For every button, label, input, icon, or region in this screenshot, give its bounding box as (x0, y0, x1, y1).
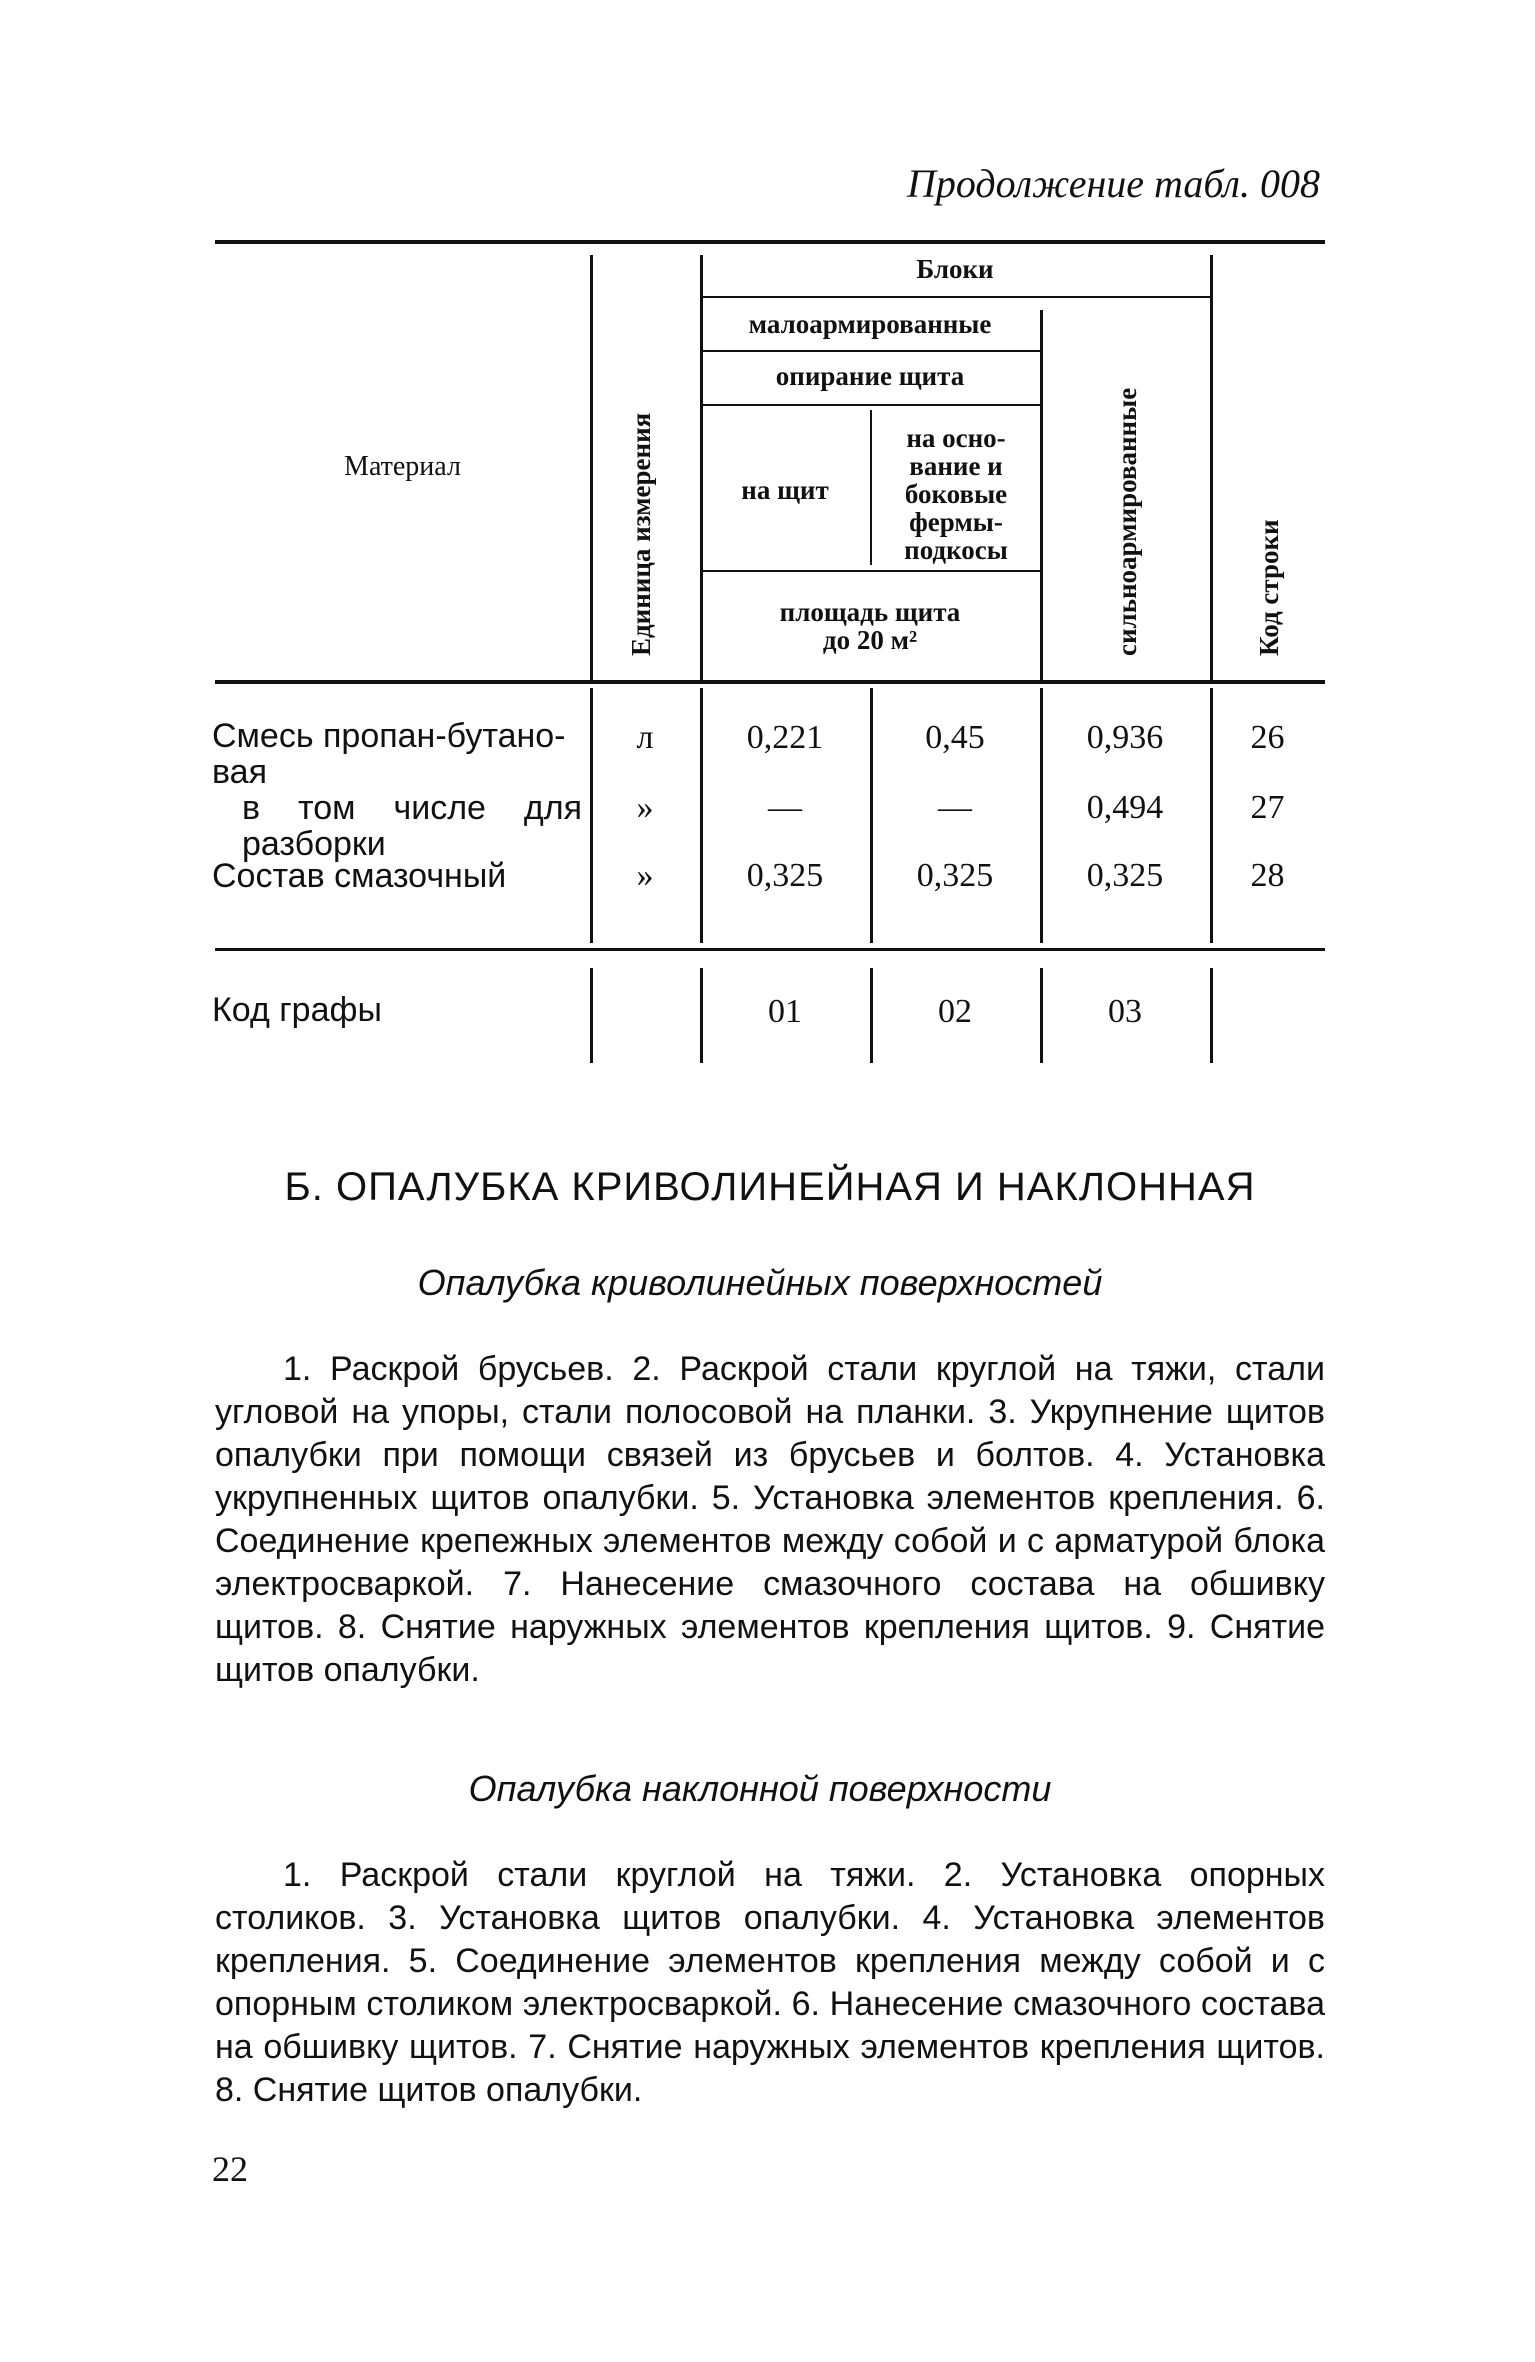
row-code: 28 (1250, 857, 1285, 894)
header-row-code: Код строки (1254, 519, 1284, 656)
vrule-4 (1040, 310, 1043, 680)
header-shield-area: площадь щита до 20 м² (779, 597, 961, 655)
cell-c01: — (768, 789, 802, 826)
cell-c03: 0,936 (1086, 719, 1164, 756)
paragraph-inclined: 1. Раскрой стали круглой на тяжи. 2. Установка опорных столиков. 3. Установка щитов опалубки. 4. Установка элементов крепления. 5. Соединение элементов крепления между собой и с опорным столиком электросваркой. 6. Нанесение смазочного состава на обшивку щитов. 7. Снятие наружных элементов крепления щитов. 8. Снятие щитов опалубки. (215, 1856, 1325, 2109)
row-code: 27 (1250, 789, 1285, 826)
cell-c01: 0,325 (746, 857, 824, 894)
page-number: 22 (212, 2149, 248, 2189)
footer-label: Код графы (212, 991, 382, 1029)
rule-support (700, 404, 1040, 406)
row-material: в том числе для разборки (242, 789, 582, 863)
row-material: Состав смазочный (212, 857, 507, 895)
section-title: Б. ОПАЛУБКА КРИВОЛИНЕЙНАЯ И НАКЛОННАЯ (284, 1165, 1256, 1209)
subsection-title-curved: Опалубка криволинейных поверхностей (417, 1262, 1103, 1303)
header-on-base: на осно- вание и боковые фермы- подкосы (904, 423, 1008, 565)
header-unit: Единица измерения (626, 412, 656, 656)
cell-c02: 0,325 (916, 857, 994, 894)
header-on-shield: на щит (741, 475, 829, 505)
header-low-reinforced: малоармированные (748, 309, 992, 339)
subsection-title-inclined: Опалубка наклонной поверхности (468, 1768, 1052, 1809)
vrule-1 (590, 255, 593, 680)
cell-c03: 0,494 (1086, 789, 1164, 826)
footer-c01: 01 (768, 993, 802, 1030)
footer-c02: 02 (938, 993, 972, 1030)
rule-blocks (700, 296, 1210, 298)
paragraph-curved: 1. Раскрой брусьев. 2. Раскрой стали круглой на тяжи, стали угловой на упоры, стали полосовой на планки. 3. Укрупнение щитов опалубки при помощи связей из брусьев и болтов. 4. Установка укрупненных щитов опалубки. 5. Установка элементов крепления. 6. Соединение крепежных элементов между собой и с арматурой блока электросваркой. 7. Нанесение смазочного состава на обшивку щитов. 8. Снятие наружных элементов крепления щитов. 9. Снятие щитов опалубки. (215, 1350, 1325, 1689)
rule-low-reinforced (700, 350, 1040, 352)
rule-subcols (700, 570, 1040, 572)
table-continuation-caption: Продолжение табл. 008 (906, 161, 1320, 206)
header-shield-support: опирание щита (775, 361, 965, 391)
vrule-5 (1210, 255, 1213, 680)
header-blocks: Блоки (916, 254, 994, 284)
row-unit: » (636, 857, 654, 894)
row-unit: л (636, 719, 654, 756)
table-body-rule (215, 948, 1325, 951)
cell-c02: — (938, 789, 972, 826)
cell-c02: 0,45 (925, 719, 985, 756)
footer-c03: 03 (1108, 993, 1142, 1030)
row-unit: » (636, 789, 654, 826)
table-header-rule (215, 680, 1325, 684)
table-top-rule (215, 240, 1325, 244)
row-material: Смесь пропан-бутано- вая (212, 717, 566, 791)
cell-c03: 0,325 (1086, 857, 1164, 894)
header-material: Материал (344, 451, 461, 482)
row-code: 26 (1250, 719, 1285, 756)
header-high-reinforced: сильноармированные (1112, 387, 1142, 656)
cell-c01: 0,221 (746, 719, 824, 756)
